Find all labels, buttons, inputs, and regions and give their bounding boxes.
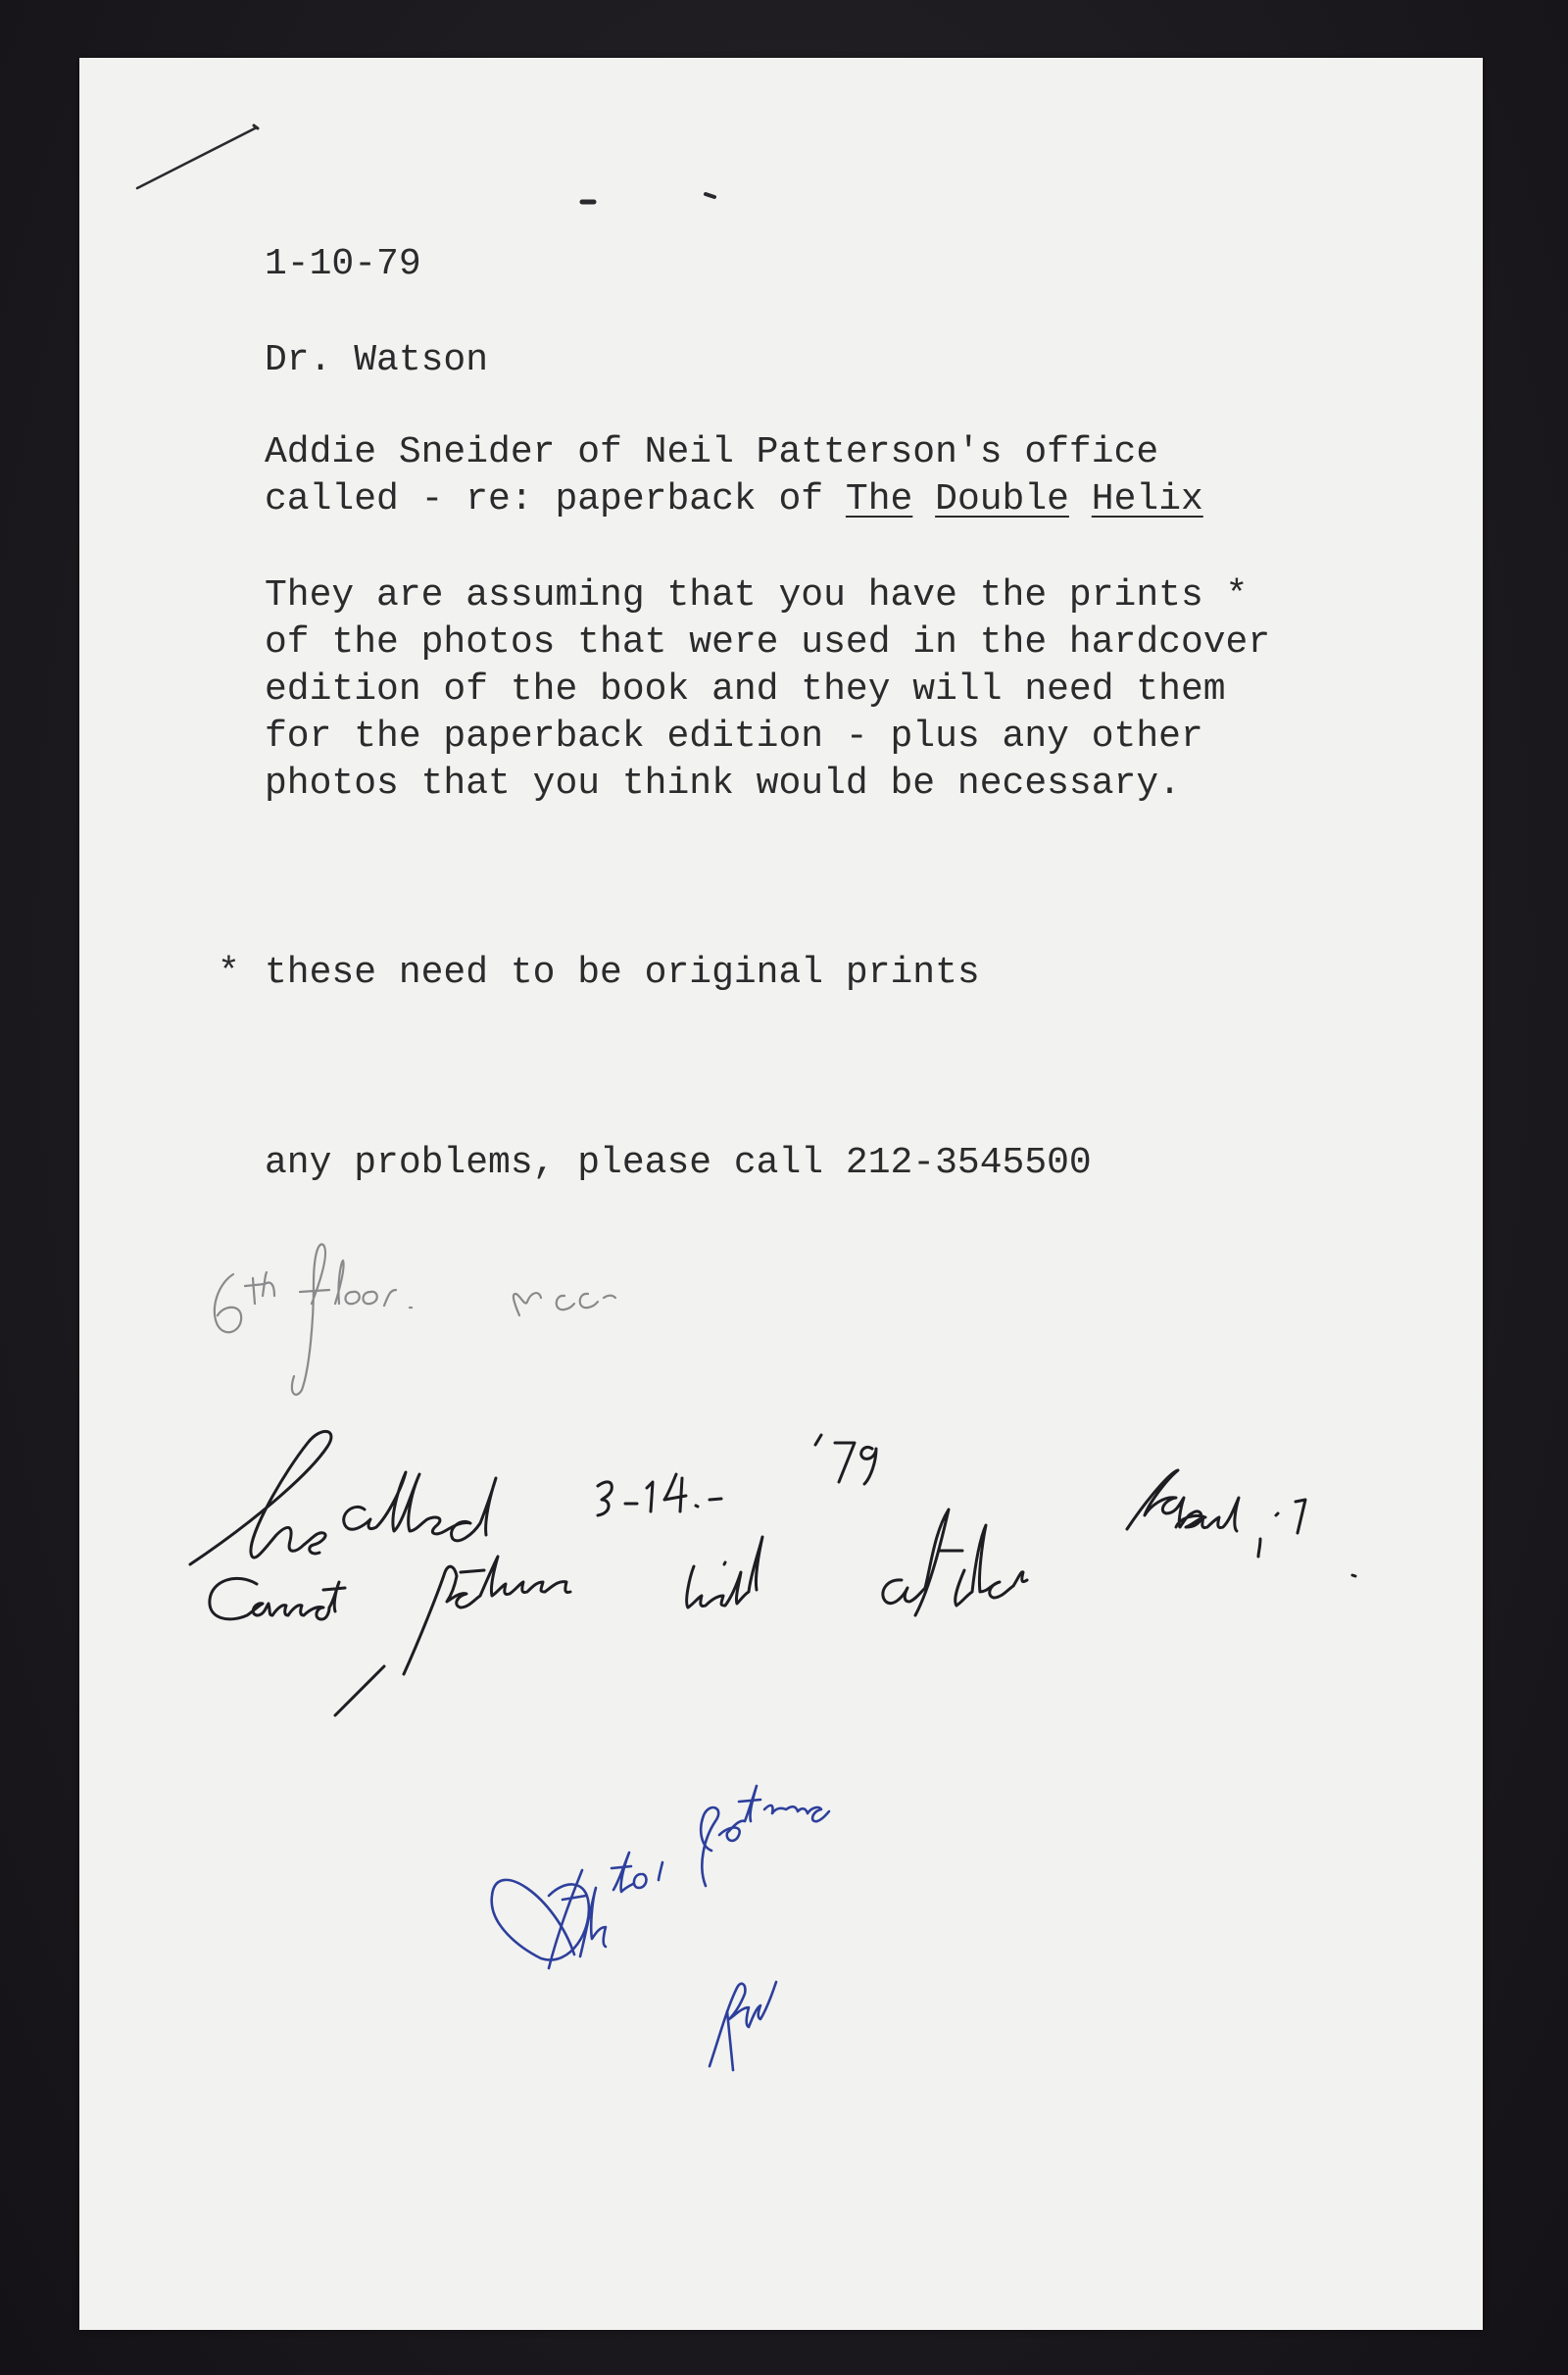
memo-paragraph-2-line: edition of the book and they will need them — [265, 668, 1226, 711]
book-title-word: Double — [935, 478, 1069, 520]
memo-paragraph-1-prefix: called - re: paperback of — [265, 478, 846, 520]
footnote-text: these need to be original prints — [265, 952, 980, 994]
book-title-word: Helix — [1091, 478, 1203, 520]
memo-paragraph-2-line: They are assuming that you have the prints * — [265, 574, 1249, 617]
memo-paragraph-2-line: for the paperback edition - plus any other — [265, 716, 1203, 758]
footnote-marker: * — [218, 952, 240, 994]
memo-page — [79, 58, 1483, 2330]
memo-paragraph-2-line: photos that you think would be necessary. — [265, 763, 1181, 805]
closing-line: any problems, please call 212-3545500 — [265, 1142, 1092, 1184]
book-title-word: The — [845, 478, 913, 520]
memo-paragraph-2-line: of the photos that were used in the hardcover — [265, 621, 1271, 664]
memo-paragraph-1-line-2 — [265, 476, 1203, 523]
memo-salutation: Dr. Watson — [265, 339, 489, 381]
memo-date: 1-10-79 — [265, 243, 421, 285]
memo-paragraph-1-line-1: Addie Sneider of Neil Patterson's office — [265, 431, 1159, 473]
